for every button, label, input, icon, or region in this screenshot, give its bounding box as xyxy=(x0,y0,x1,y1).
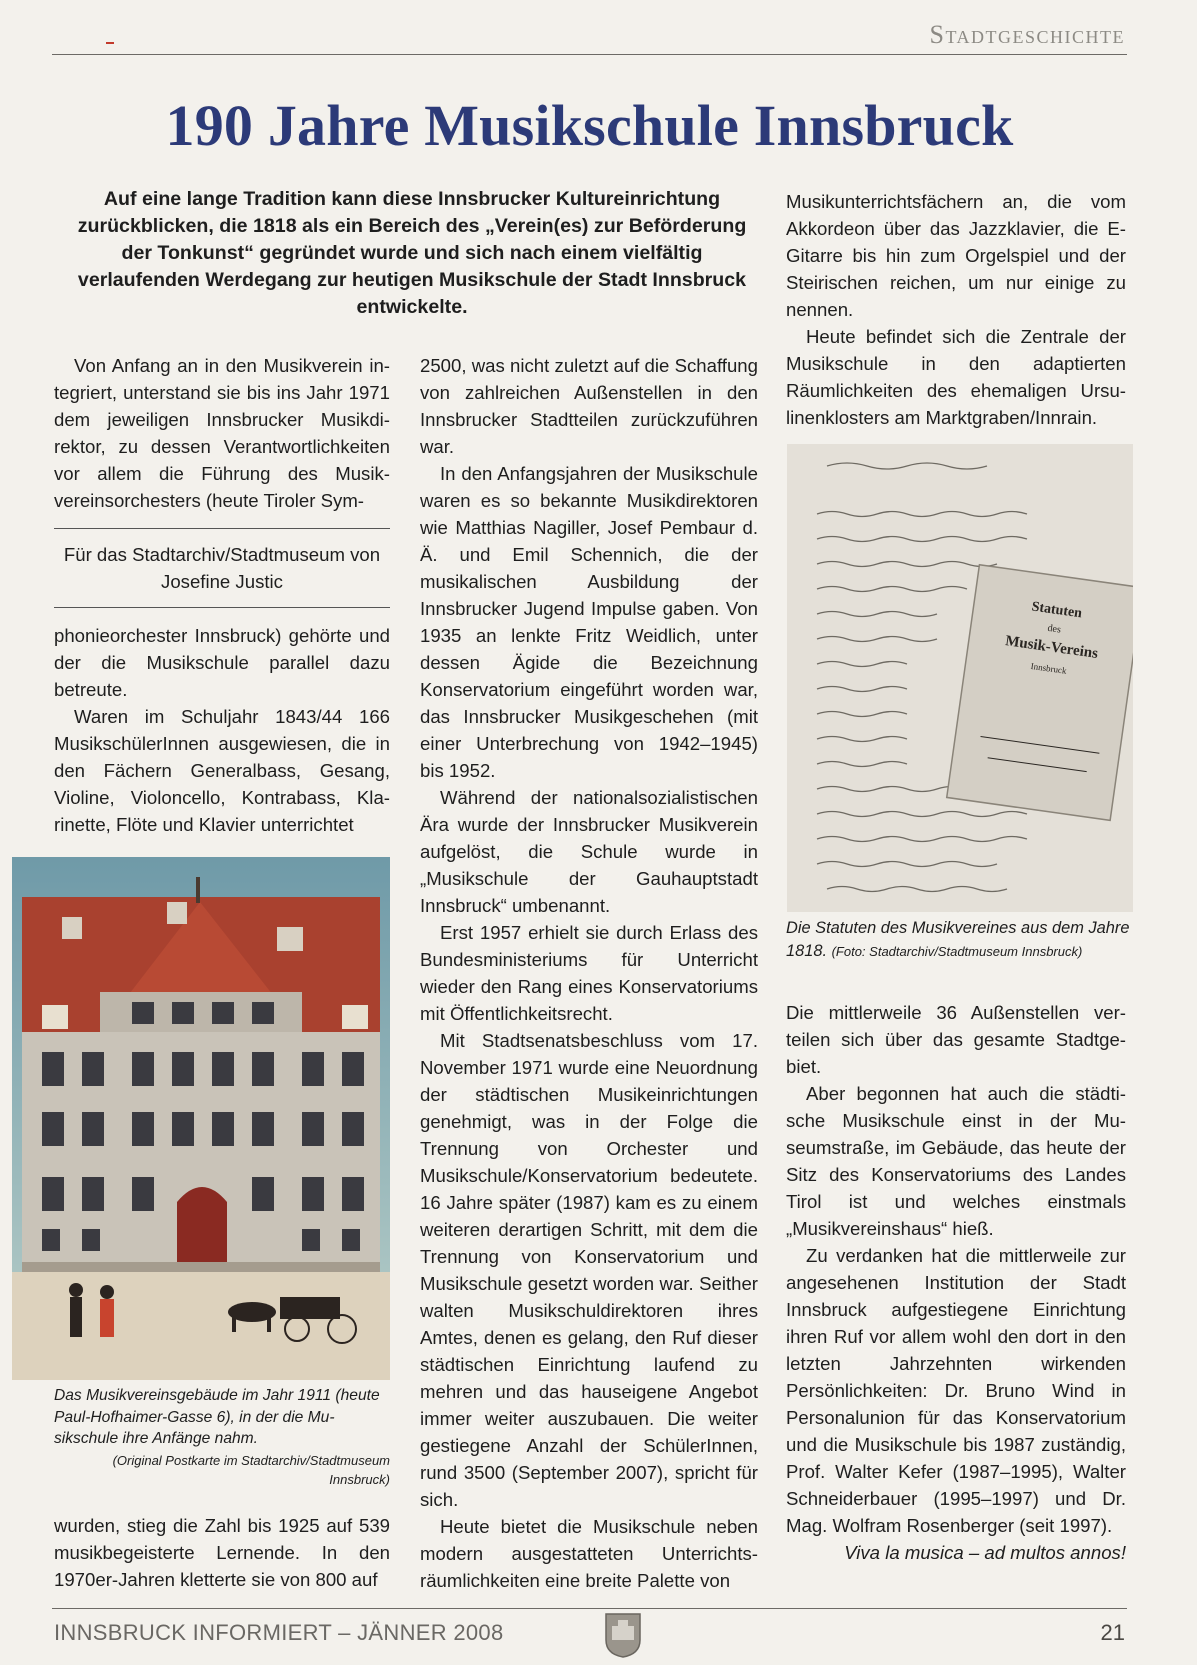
column-3-bottom xyxy=(786,999,1126,1566)
paragraph: Heute bietet die Musikschule neben modern ausgestatteten Unterrichtsräumlichkeiten eine breite Palette von xyxy=(420,1516,758,1591)
column-1-middle xyxy=(54,622,390,838)
paragraph: In den Anfangsjahren der Musikschule waren es so bekannte Musikdirektoren wie Matthias Nagiller, Josef Pembaur d. Ä. und Emil Schennich, die der musikalischen Ausbildung der Innsbrucker Jugend Impulse gaben. Von 1935 an lenkte Fritz Weidlich, unter dessen Ägide die Bezeichnung Konservatorium eingeführt worden war, das Innsbrucker Musikgeschehen (mit einer Unterbrechung von 1942–1945) bis 1952. xyxy=(420,463,758,781)
paragraph: Die mittlerweile 36 Außenstellen verteilen sich über das gesamte Stadtgebiet. xyxy=(786,1002,1126,1077)
column-1-bottom xyxy=(54,1512,390,1593)
book-title-word-2: des xyxy=(1046,622,1062,636)
page-number: 21 xyxy=(1100,1620,1125,1645)
figure-1-caption: Das Musikvereinsgebäude im Jahr 1911 (heute Paul-Hofhaimer-Gasse 6), in der die Musikschule ihre Anfänge nahm. xyxy=(54,1387,380,1447)
paragraph: Aber begonnen hat auch die städtische Musikschule einst in der Museumstraße, im Gebäude, das heute der Sitz des Konservatoriums des Landes Tirol ist und welches einstmals „Musikvereinshaus“ hieß. xyxy=(786,1083,1126,1239)
paragraph: Erst 1957 erhielt sie durch Erlass des Bundesministeriums für Unterricht wieder den Rang eines Konservatoriums mit Öffentlichkeitsrecht. xyxy=(420,922,758,1024)
paragraph: Zu verdanken hat die mittlerweile zur angesehenen Institution der Stadt Innsbruck aufgestiegene Einrichtung ihren Ruf vor allem wohl den dort in den letzten Jahrzehnten wirkenden Persönlichkeiten: Dr. Bruno Wind in Personalunion für das Konservatorium und die Musikschule bis 1987 zuständig, Prof. Walter Kefer (1987–1995), Walter Schneiderbauer (1995–1997) und Dr. Mag. Wolfram Rosenberger (seit 1997). xyxy=(786,1245,1126,1536)
article-title: 190 Jahre Musikschule Innsbruck xyxy=(165,93,1014,158)
book-title-word-3: Musik-Vereins xyxy=(1004,633,1099,662)
author-box: Für das Stadtarchiv/Stadtmuseum von Josefine Justic xyxy=(54,528,390,608)
section-label: Stadtgeschichte xyxy=(929,20,1125,49)
paragraph: Waren im Schuljahr 1843/44 166 MusikschülerInnen ausgewiesen, die in den Fächern Generalbass, Gesang, Violine, Violoncello, Kontrabass, Klarinette, Flöte und Klavier unterrichtet xyxy=(54,706,390,835)
paragraph: Während der nationalsozialistischen Ära wurde der Innsbrucker Musikverein aufgelöst, die Schule wurde in „Musikschule der Gauhauptstadt Innsbruck“ umbenannt. xyxy=(420,787,758,916)
paragraph: wurden, stieg die Zahl bis 1925 auf 539 musikbegeisterte Lernende. In den 1970er-Jahren kletterte sie von 800 auf xyxy=(54,1515,390,1590)
accent-dash xyxy=(106,42,114,44)
music-building-postcard-image xyxy=(12,857,390,1380)
figure-1-credit: (Original Postkarte im Stadtarchiv/Stadtmuseum Innsbruck) xyxy=(112,1453,390,1487)
column-2 xyxy=(420,352,758,1594)
top-rule xyxy=(52,54,1127,55)
column-3-top xyxy=(786,188,1126,431)
paragraph: Musikunterrichtsfächern an, die vom Akkordeon über das Jazzklavier, die E-Gitarre bis hin zum Orgelspiel und der Steirischen reichen, um nur einige zu nennen. xyxy=(786,191,1126,320)
book-title-word-4: Innsbruck xyxy=(1030,660,1068,676)
paragraph: Mit Stadtsenatsbeschluss vom 17. November 1971 wurde eine Neuordnung der städtischen Musikeinrichtungen genehmigt, was in der Folge die Trennung von Orchester und Musikschule/Konservatorium bedeutete. 16 Jahre später (1987) kam es zu einem weiteren derartigen Schritt, mit dem die Trennung von Konservatorium und Musikschule gesetzt worden war. Seither walten Musikschuldirektoren ihres Amtes, denen es gelang, den Ruf dieser städtischen Einrichtung laufend zu mehren und das hauseigene Angebot immer weiter auszubauen. Die weiter gestiegene Anzahl der SchülerInnen, rund 3500 (September 2007), spricht für sich. xyxy=(420,1030,758,1510)
closing-line: Viva la musica – ad multos annos! xyxy=(844,1542,1126,1563)
publication-footer: INNSBRUCK INFORMIERT – JÄNNER 2008 xyxy=(54,1620,504,1645)
figure-2-caption xyxy=(786,917,1131,963)
paragraph: phonieorchester Innsbruck) gehörte und der die Musikschule parallel dazu betreute. xyxy=(54,625,390,700)
paragraph: Heute befindet sich die Zentrale der Musikschule in den adaptierten Räumlichkeiten des ehemaligen Ursulinenklosters am Marktgraben/Innrain. xyxy=(786,326,1126,428)
column-1-top xyxy=(54,352,390,514)
book-title-word-1: Statuten xyxy=(1030,599,1083,622)
city-crest-icon xyxy=(604,1612,642,1658)
figure-2-caption-text: Die Statuten des Musikvereines aus dem Jahre 1818. xyxy=(786,919,1130,960)
paragraph: Von Anfang an in den Musikverein integriert, unterstand sie bis ins Jahr 1971 dem jeweiligen Innsbrucker Musikdirektor, zu dessen Verantwortlichkeiten vor allem die Führung des Musikvereinsorchesters (heute Tiroler Sym- xyxy=(54,355,390,511)
paragraph: 2500, was nicht zuletzt auf die Schaffung von zahlreichen Außenstellen in den Innsbrucker Stadtteilen zurückzuführen war. xyxy=(420,355,758,457)
statutes-document-image xyxy=(787,444,1133,912)
lead-paragraph: Auf eine lange Tradition kann diese Innsbrucker Kultureinrichtung zurückblicken, die 1818 als ein Bereich des „Verein(es) zur Beförderung der Tonkunst“ gegründet wurde und sich nach einem vielfältig verlaufenden Werdegang zur heutigen Musikschule der Stadt Innsbruck entwickelte. xyxy=(77,188,747,318)
bottom-rule xyxy=(52,1608,1127,1609)
figure-2-credit: (Foto: Stadtarchiv/Stadtmuseum Innsbruck) xyxy=(831,944,1083,959)
